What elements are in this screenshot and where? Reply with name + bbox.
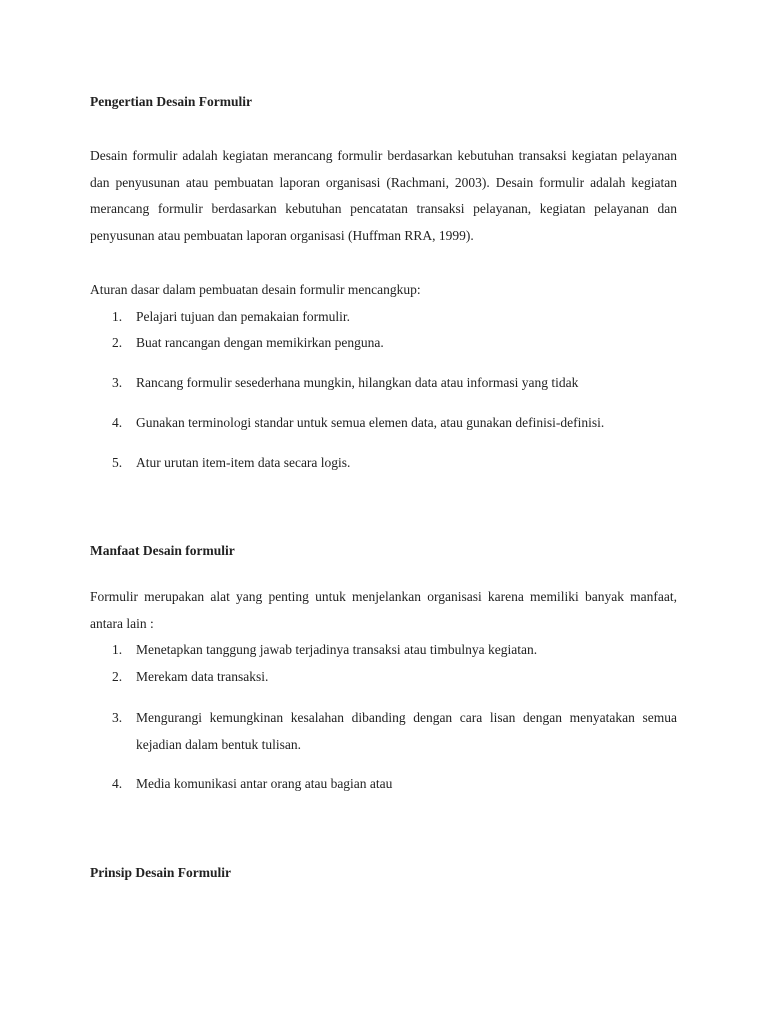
list-item-number: 3. (112, 375, 123, 390)
list-item-text: Atur urutan item-item data secara logis. (136, 455, 351, 470)
list-item-text: Mengurangi kemungkinan kesalahan dibanding dengan cara lisan dengan menyatakan semua kejadian dalam bentuk tulisan. (136, 710, 677, 752)
paragraph-definition: Desain formulir adalah kegiatan merancang formulir berdasarkan kebutuhan transaksi kegiatan pelayanan dan penyusunan atau pembuatan laporan organisasi (Rachmani, 2003). Desain formulir adalah kegiatan merancang formulir berdasarkan kebutuhan pencatatan transaksi pelayanan, kegiatan pelayanan dan penyusunan atau pembuatan laporan organisasi (Huffman RRA, 1999). (90, 148, 677, 243)
list-item-number: 2. (112, 335, 123, 350)
list-item-text: Buat rancangan dengan memikirkan penguna. (136, 335, 384, 350)
section-heading-prinsip: Prinsip Desain Formulir (90, 865, 231, 880)
list-item-text: Menetapkan tanggung jawab terjadinya transaksi atau timbulnya kegiatan. (136, 642, 538, 657)
list-item-text: Pelajari tujuan dan pemakaian formulir. (136, 309, 351, 324)
list-item-number: 4. (112, 415, 123, 430)
list-item-text: Merekam data transaksi. (136, 669, 269, 684)
list-item-number: 5. (112, 455, 123, 470)
section-heading-manfaat: Manfaat Desain formulir (90, 543, 235, 558)
list-item-text: Rancang formulir sesederhana mungkin, hilangkan data atau informasi yang tidak (136, 375, 579, 390)
paragraph-benefits: Formulir merupakan alat yang penting untuk menjelankan organisasi karena memiliki banyak manfaat, antara lain : (90, 589, 677, 631)
list-item-text: Media komunikasi antar orang atau bagian atau (136, 776, 393, 791)
list-item-number: 3. (112, 710, 123, 725)
list-item-number: 1. (112, 309, 123, 324)
list-item-number: 4. (112, 776, 123, 791)
section-heading-pengertian: Pengertian Desain Formulir (90, 94, 252, 109)
rules-intro: Aturan dasar dalam pembuatan desain formulir mencangkup: (90, 282, 421, 297)
list-item-number: 1. (112, 642, 123, 657)
list-item-text: Gunakan terminologi standar untuk semua elemen data, atau gunakan definisi-definisi. (136, 415, 605, 430)
list-item-number: 2. (112, 669, 123, 684)
